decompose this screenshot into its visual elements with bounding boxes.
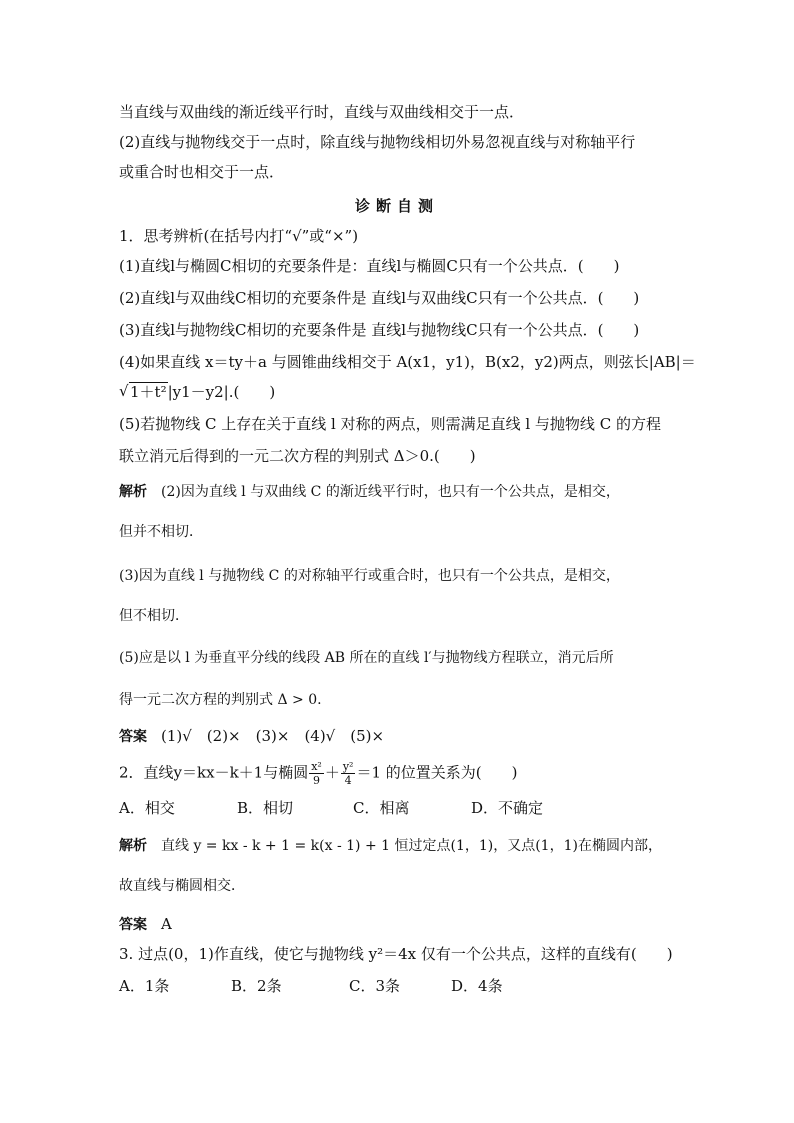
q1-answer: 答案 (1)√ (2)× (3)× (4)√ (5)× [119, 727, 385, 745]
explanation-label: 解析 [119, 484, 147, 500]
q1-stem: 1．思考辨析(在括号内打“√”或“×”) [119, 227, 359, 245]
q2-explanation-b: 故直线与椭圆相交． [119, 878, 245, 894]
q1-statement-4b [119, 382, 275, 402]
q3-stem: 3. 过点(0，1)作直线，使它与抛物线 y²＝4x 仅有一个公共点，这样的直线有( ) [119, 945, 673, 963]
explanation-label: 解析 [119, 838, 147, 854]
intro-line-1: 当直线与双曲线的渐近线平行时，直线与双曲线相交于一点． [119, 103, 525, 121]
section-title: 诊断自测 [354, 197, 439, 215]
q1-explanation-1a: 解析 (2)因为直线 l 与双曲线 C 的渐近线平行时，也只有一个公共点，是相交， [119, 484, 620, 500]
q2-option-d: D．不确定 [471, 799, 544, 817]
q2-stem: 2．直线y＝kx－k＋1与椭圆 $\frac{\text{x²}}{9}$ ＋ $\frac{\text{y²}}{4}$ ＝1 的位置关系为( ) [119, 760, 518, 787]
q1-explanation-3b: 得一元二次方程的判别式 Δ > 0. [119, 692, 322, 708]
q3-option-b: B．2条 [231, 977, 282, 995]
q3-options [119, 976, 503, 996]
q2-option-c: C．相离 [353, 799, 410, 817]
q1-statement-4b-text: |y1－y2|.( ) [167, 383, 276, 401]
intro-line-3: 或重合时也相交于一点． [119, 163, 285, 181]
q3-option-c: C．3条 [349, 977, 401, 995]
q1-statement-3: (3)直线l与抛物线C相切的充要条件是 直线l与抛物线C只有一个公共点．( ) [119, 321, 640, 339]
q1-statement-2: (2)直线l与双曲线C相切的充要条件是 直线l与双曲线C只有一个公共点．( ) [119, 289, 640, 307]
q1-statement-1: (1)直线l与椭圆C相切的充要条件是：直线l与椭圆C只有一个公共点．( ) [119, 257, 620, 275]
q2-option-a: A．相交 [119, 799, 175, 817]
q1-explanation-1b: 但并不相切． [119, 524, 203, 540]
q2-explanation-a: 解析 直线 y = kx - k + 1 = k(x - 1) + 1 恒过定点(1，1)，又点(1，1)在椭圆内部， [119, 838, 662, 854]
intro-line-2: (2)直线与抛物线交于一点时，除直线与抛物线相切外易忽视直线与对称轴平行 [119, 133, 636, 151]
q3-option-d: D．4条 [451, 977, 503, 995]
sqrt-expression: √ 1＋t² [119, 382, 167, 401]
q3-option-a: A．1条 [119, 977, 170, 995]
q1-statement-4a: (4)如果直线 x＝ty＋a 与圆锥曲线相交于 A(x1，y1)，B(x2，y2)两点，则弦长|AB|＝ [119, 353, 696, 371]
q2-options [119, 798, 543, 818]
q2-answer: 答案 A [119, 915, 172, 933]
q1-explanation-2b: 但不相切． [119, 608, 189, 624]
q2-option-b: B．相切 [237, 799, 294, 817]
q1-statement-5a: (5)若抛物线 C 上存在关于直线 l 对称的两点，则需满足直线 l 与抛物线 C 的方程 [119, 415, 661, 433]
answer-label: 答案 [119, 729, 147, 745]
q1-explanation-3a: (5)应是以 l 为垂直平分线的线段 AB 所在的直线 l′与抛物线方程联立，消元后所 [119, 650, 614, 666]
q1-explanation-2a: (3)因为直线 l 与抛物线 C 的对称轴平行或重合时，也只有一个公共点，是相交， [119, 568, 620, 584]
q1-statement-5b: 联立消元后得到的一元二次方程的判别式 Δ＞0.( ) [119, 447, 476, 465]
fraction-y2-over-4: $\frac{\text{y²}}{4}$ [342, 760, 354, 787]
answer-label: 答案 [119, 917, 147, 933]
fraction-x2-over-9: $\frac{\text{x²}}{9}$ [311, 760, 322, 787]
